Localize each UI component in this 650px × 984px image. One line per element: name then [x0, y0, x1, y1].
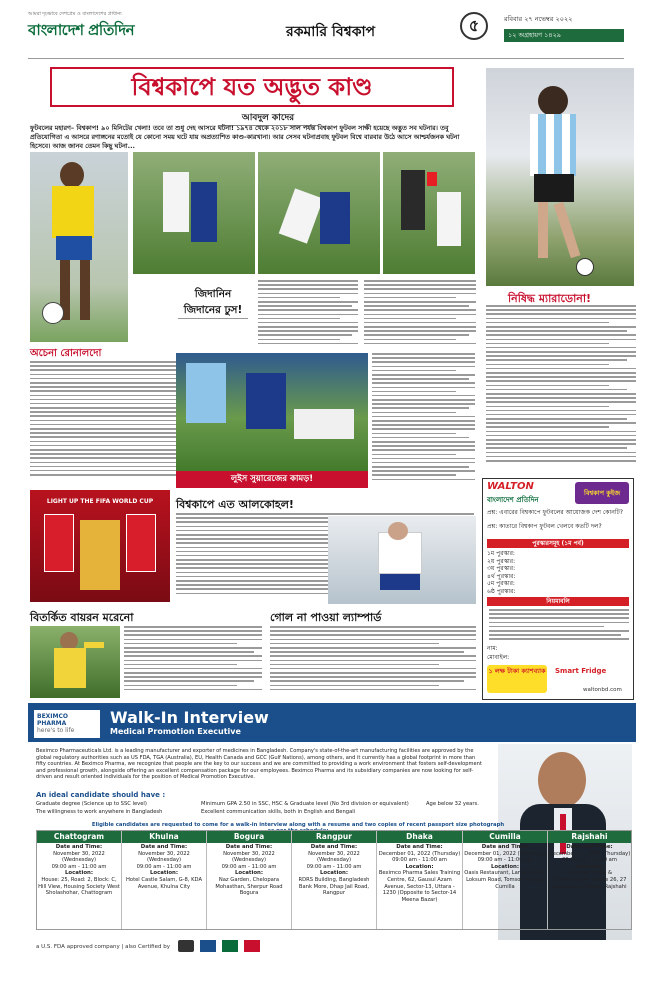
- loc-label: Location:: [405, 863, 434, 870]
- walton-ad: [482, 478, 634, 700]
- interview-sub: Medical Promotion Executive: [110, 727, 241, 736]
- req-item: Graduate degree (Science up to SSC level): [36, 801, 147, 807]
- masthead: [28, 7, 624, 59]
- cert-logos: [178, 940, 278, 954]
- ideal-title: An ideal candidate should have :: [36, 791, 166, 799]
- location-date: December 01, 2022 (Thursday): [464, 850, 546, 857]
- date-label: Date and Time:: [310, 844, 358, 850]
- location-card: [377, 831, 463, 929]
- walton-brand: WALTON: [487, 481, 534, 492]
- rules-title: নিয়মাবলি: [487, 597, 629, 606]
- ronaldo-title: অচেনা রোনালদো: [30, 348, 102, 359]
- beximco-slogan: here's to life: [37, 727, 75, 734]
- location-city: Khulna: [122, 831, 206, 843]
- loc-label: Location:: [64, 870, 94, 877]
- zidane-photo-1: [133, 152, 255, 274]
- walton-q1: প্রশ্ন: এবারের বিশ্বকাপে ফুটবলের আয়োজক দেশ কোনটি?: [487, 509, 623, 516]
- suarez-photo: [176, 353, 368, 471]
- suarez-text: [372, 353, 475, 488]
- location-time: 09:00 am - 11:00 am: [221, 863, 277, 870]
- beximco-header: [28, 706, 636, 742]
- location-card: [37, 831, 122, 929]
- beximco-ad: [28, 703, 636, 981]
- maradona-title: নিষিদ্ধ ম্যারাডোনা!: [508, 292, 592, 305]
- moreno-text: [124, 626, 262, 696]
- location-time: 09:00 am - 11:00 am: [562, 857, 617, 864]
- location-city: Cumilla: [463, 831, 547, 843]
- beximco-brand: BEXIMCO PHARMA: [37, 713, 69, 727]
- location-card: [463, 831, 548, 929]
- name-label: নাম:: [487, 645, 498, 652]
- prize-row: ৩য় পুরস্কার:: [487, 565, 516, 572]
- bud-photo: [30, 490, 170, 602]
- req-item: Age below 32 years.: [426, 801, 479, 807]
- prizes-title: পুরস্কারসমূহ (১ম পর্ব): [487, 539, 629, 548]
- location-card: [548, 831, 631, 929]
- req-item: Minimum GPA 2.50 in SSC, HSC & Graduate level (No 3rd division or equivalent): [201, 801, 409, 807]
- walton-url: waltonbd.com: [583, 687, 622, 693]
- req-item: Excellent communication skills, both in English and Bengali: [201, 809, 356, 815]
- location-venue: Hotel Castle Salam, G-8, KDA Avenue, Khulna City: [126, 876, 202, 890]
- maradona-photo: [486, 68, 634, 286]
- section-title: রকমারি বিশ্বকাপ: [286, 24, 376, 40]
- moreno-photo: [30, 626, 120, 698]
- location-date: November 30, 2022 (Wednesday): [308, 850, 360, 864]
- date-label: Date and Time:: [225, 844, 273, 850]
- prize-row: ২য় পুরস্কার:: [487, 557, 516, 565]
- beximco-footer: a U.S. FDA approved company | also Certified by: [36, 944, 171, 950]
- moreno-title: বিতর্কিত বায়রন মরেনো: [30, 611, 134, 624]
- location-city: Rangpur: [292, 831, 376, 843]
- lampard-text: [270, 626, 476, 696]
- headline-box: [50, 67, 454, 107]
- rules-text: [489, 609, 629, 643]
- walton-q2: প্রশ্ন: কাতারে বিশ্বকাপ ফুটবল খেলবে কতটি দল?: [487, 523, 602, 530]
- zidane-photo-2: [258, 152, 380, 274]
- location-card: [292, 831, 377, 929]
- location-venue: Royal Raj Hotel & Condominium, House 26, 27 Greenplaza, Boalia, Rajshahi: [552, 870, 627, 890]
- location-card: [122, 831, 207, 929]
- date-bn: ১২ অগ্রহায়ণ ১৪২৯: [504, 29, 624, 42]
- prize-row: ৬ষ্ঠ পুরস্কার:: [487, 587, 516, 595]
- date-en: রবিবার ২৭ নভেম্বর ২০২২: [504, 15, 573, 23]
- beximco-logo: [34, 710, 100, 738]
- loc-label: Location:: [490, 863, 520, 870]
- zidane-text-2: [364, 280, 476, 348]
- mobile-label: মোবাইল:: [487, 654, 510, 661]
- location-city: Rajshahi: [548, 831, 631, 843]
- lampard-title: গোল না পাওয়া ল্যাম্পার্ড: [270, 611, 382, 624]
- walton-smart: Smart Fridge: [555, 667, 607, 675]
- location-time: 09:00 am - 11:00 am: [306, 863, 362, 870]
- date-label: Date and Time:: [140, 844, 188, 850]
- page-number: ৫: [460, 12, 488, 40]
- location-date: December 01, 2022 (Thursday): [378, 850, 461, 857]
- date-label: Date and Time:: [566, 844, 613, 850]
- location-venue: House: 25, Road: 2, Block: C, Hill View, Housing Society West Sholashohar, Chattogram: [38, 876, 120, 897]
- zidane-title: জিদানিন জিদানের ঢুস!: [178, 286, 248, 319]
- beximco-body: Beximco Pharmaceuticals Ltd. is a leading manufacturer and exporter of medicines in Bangladesh. Company's state-of-the-art manufacturing facilities are approved by the global regulatory authorities such as US FDA, TGA (Australia), EU, Health Canada and GCC (Gulf Nations), among others, and it currently has a global footprint in more than fifty countries. At Beximco Pharma, we recognize that people are the key to our success and we are committed to providing a work environment that fosters self-development and professional growth, alongside offering an excellent compensation package for our employees. Beximco Pharma and its subsidiary companies are now looking for self-driven and result oriented individuals for the position of Medical Promotion Executive.: [36, 748, 482, 781]
- req-item: The willingness to work anywhere in Bangladesh: [36, 809, 163, 815]
- zidane-text: [258, 280, 358, 348]
- eligible-text: Eligible candidates are requested to come for a walk-in interview along with a resume and two copies of recent passport size photograph: [91, 822, 505, 828]
- locations-strip: [36, 830, 632, 930]
- bud-banner: LIGHT UP THE FIFA WORLD CUP: [46, 498, 154, 505]
- location-time: 09:00 am - 11:00 am: [392, 857, 447, 864]
- location-date: November 30, 2022 (Wednesday): [53, 850, 105, 864]
- location-venue: Beximco Pharma Sales Training Centre, 62, Gausul Azam Avenue, Sector-13, Uttara - 1230 (Opposite to Sector-14 Meena Bazar): [378, 870, 461, 903]
- alcohol-title: বিশ্বকাপে এত আলকোহল!: [176, 498, 294, 511]
- location-venue: Oasis Restaurant, Lamai Tower, Loksum Road, Tomson Bridge, Cumilla: [464, 870, 546, 890]
- date-label: Date and Time:: [396, 844, 443, 850]
- location-venue: Naz Garden, Chelopara Mohasthan, Sherpur Road Bogura: [215, 876, 283, 897]
- loc-label: Location:: [149, 870, 179, 877]
- author-name: আবদুল কাদের: [218, 110, 318, 126]
- loc-label: Location:: [575, 863, 604, 870]
- loc-label: Location:: [319, 870, 349, 877]
- intro-text: ফুটবলের মহারণ– বিশ্বকাপ! ৯০ মিনিটের খেলা! তবে তা শুধু দেহ আসরে ঘটনা! ১৯৭৪ থেকে ২০১৮ সাল পর্যন্ত বিশ্বকাপ ফুটবল সাক্ষী হয়েছে অদ্ভুত সব ঘটনার। তবু প্রতিযোগিতা এ আসরে রণাঙ্গনের মতোই যে কোনো সময় ঘটে যায় অপ্রত্যাশিত কাণ্ড-কারখানা। আর সেসব ঘটনাপ্রবাহ ফুটবল বিশ্বে বারবার উঠে আসে আশ্চর্যজনক ঘটনা হিসেবে। আজ জানব তেমন কিছু ঘটনা...: [30, 124, 460, 150]
- location-date: November 30, 2022 (Wednesday): [138, 850, 190, 864]
- prize-row: ৫ম পুরস্কার:: [487, 580, 515, 587]
- location-venue: RDRS Building, Bangladesh Bank More, Dhap Jail Road, Rangpur: [298, 876, 370, 897]
- location-time: 09:00 am - 11:00 am: [51, 863, 107, 870]
- lampard-photo: [328, 516, 476, 604]
- location-date: November 30, 2022 (Wednesday): [223, 850, 275, 864]
- date-label: Date and Time:: [481, 844, 529, 850]
- location-city: Bogura: [207, 831, 291, 843]
- walton-paper: বাংলাদেশ প্রতিদিন: [487, 496, 539, 504]
- brand-logo: বাংলাদেশ প্রতিদিন: [28, 21, 135, 39]
- prize-row: ৪র্থ পুরস্কার:: [487, 572, 516, 580]
- suarez-caption: লুইস সুয়ারেজের কামড়!: [176, 471, 368, 488]
- location-city: Chattogram: [37, 831, 121, 843]
- date-label: Date and Time:: [55, 844, 103, 850]
- brand-tagline: আমরা দৃঢ়ভাবে দেশপ্রেম ও বাংলাদেশের প্রাধান্য: [28, 11, 122, 17]
- headline-title: বিশ্বকাপে যত অদ্ভুত কাণ্ড: [131, 73, 373, 101]
- location-city: Dhaka: [377, 831, 462, 843]
- walton-game: বিশ্বকাপ কুইজ: [575, 482, 629, 504]
- location-card: [207, 831, 292, 929]
- interview-heading: Walk-In Interview: [110, 708, 269, 727]
- ronaldo-photo: [30, 152, 128, 342]
- location-date: December 01, 2022 (Thursday): [548, 850, 631, 857]
- loc-label: Location:: [234, 870, 264, 877]
- maradona-text: [486, 305, 636, 473]
- prize-row: ১ম পুরস্কার:: [487, 550, 515, 557]
- cashback-badge: ১ লক্ষ টাকা ক্যাশব্যাক: [487, 665, 547, 693]
- zidane-photo-3: [383, 152, 475, 274]
- location-time: 09:00 am - 11:00 am: [136, 863, 192, 870]
- location-time: 09:00 am - 11:00 am: [477, 857, 533, 864]
